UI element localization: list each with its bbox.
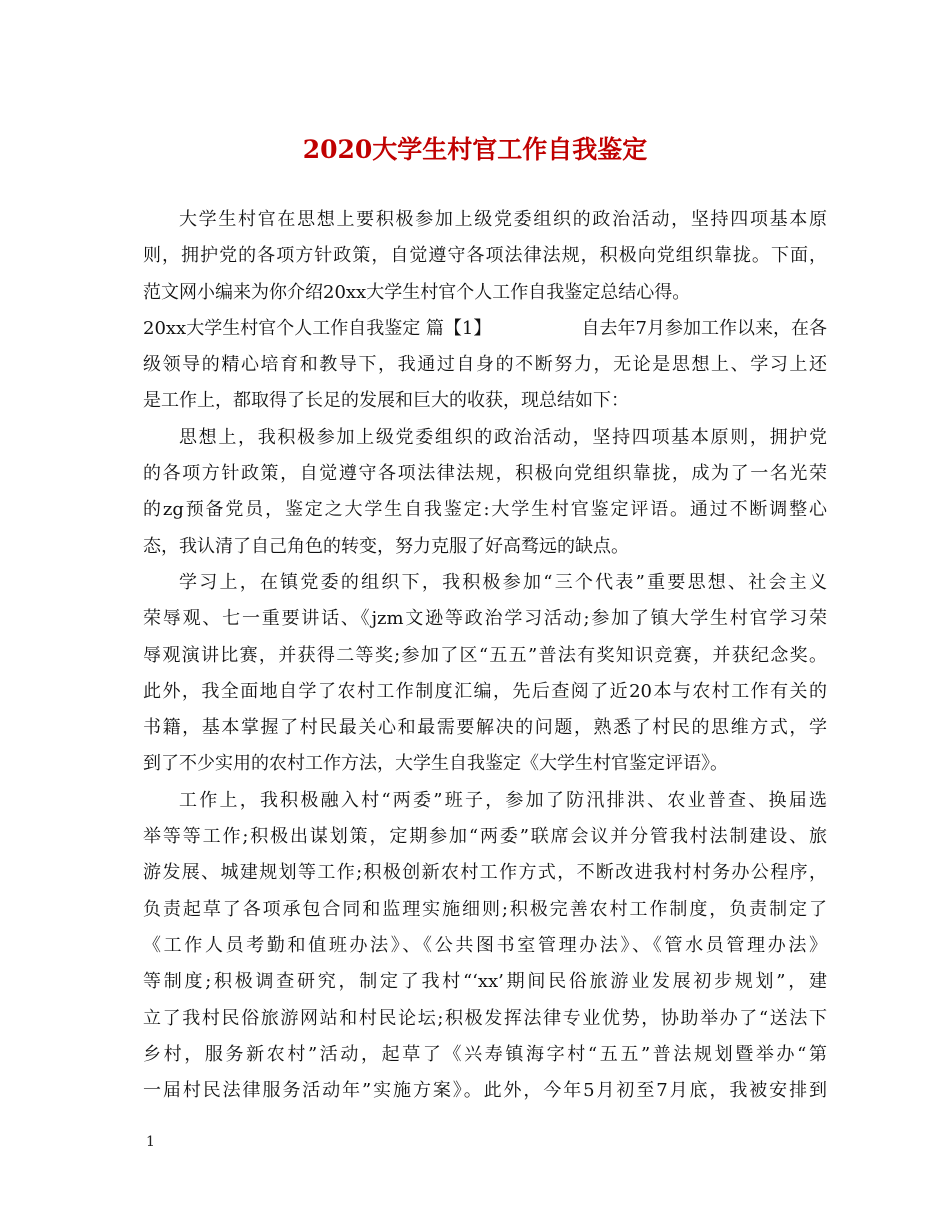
document-body: [143, 202, 827, 1109]
paragraph-start: 自去年7月参加工作以来，在各: [581, 317, 827, 339]
paragraph-line: 游发展、城建规划等工作;积极创新农村工作方式，不断改进我村村务办公程序，: [143, 862, 827, 884]
paragraph-line: 等制度;积极调查研究，制定了我村“‘xx’期间民俗旅游业发展初步规划”，建: [143, 971, 827, 993]
paragraph-line: 态，我认清了自己角色的转变，努力克服了好高骛远的缺点。: [143, 535, 629, 557]
paragraph-line: 乡村，服务新农村”活动，起草了《兴寿镇海字村“五五”普法规划暨举办“第: [143, 1043, 827, 1065]
section-heading: 20xx大学生村官个人工作自我鉴定 篇【1】: [143, 317, 492, 339]
paragraph-line: 是工作上，都取得了长足的发展和巨大的收获，现总结如下：: [143, 390, 629, 412]
document-title: 2020大学生村官工作自我鉴定: [302, 135, 648, 164]
paragraph-line: 的zg预备党员，鉴定之大学生自我鉴定:大学生村官鉴定评语。通过不断调整心: [143, 499, 827, 521]
paragraph-line: 负责起草了各项承包合同和监理实施细则;积极完善农村工作制度，负责制定了: [143, 898, 827, 920]
paragraph-line: 工作上，我积极融入村“两委”班子，参加了防汛排洪、农业普查、换届选: [179, 789, 827, 811]
paragraph-line: 则，拥护党的各项方针政策，自觉遵守各项法律法规，积极向党组织靠拢。下面，: [143, 245, 827, 267]
paragraph-line: 此外，我全面地自学了农村工作制度汇编，先后查阅了近20本与农村工作有关的: [143, 680, 827, 702]
paragraph-line: 范文网小编来为你介绍20xx大学生村官个人工作自我鉴定总结心得。: [143, 281, 691, 303]
paragraph-line: 学习上，在镇党委的组织下，我积极参加“三个代表”重要思想、社会主义: [179, 571, 827, 593]
paragraph-line: 书籍，基本掌握了村民最关心和最需要解决的问题，熟悉了村民的思维方式，学: [143, 717, 827, 739]
paragraph-line: 立了我村民俗旅游网站和村民论坛;积极发挥法律专业优势，协助举办了“送法下: [143, 1007, 827, 1029]
paragraph-line: 辱观演讲比赛，并获得二等奖;参加了区“五五”普法有奖知识竞赛，并获纪念奖。: [143, 644, 827, 666]
paragraph-line: 的各项方针政策，自觉遵守各项法律法规，积极向党组织靠拢，成为了一名光荣: [143, 463, 827, 485]
paragraph-line: 级领导的精心培育和教导下，我通过自身的不断努力，无论是思想上、学习上还: [143, 354, 827, 376]
paragraph-line: 举等等工作;积极出谋划策，定期参加“两委”联席会议并分管我村法制建设、旅: [143, 826, 827, 848]
paragraph-line: 到了不少实用的农村工作方法，大学生自我鉴定《大学生村官鉴定评语》。: [143, 753, 728, 775]
paragraph-line: 荣辱观、七一重要讲话、《jzm文逊等政治学习活动;参加了镇大学生村官学习荣: [143, 608, 827, 630]
paragraph-line: 一届村民法律服务活动年”实施方案》。此外，今年5月初至7月底，我被安排到: [143, 1080, 827, 1102]
paragraph-line: 大学生村官在思想上要积极参加上级党委组织的政治活动，坚持四项基本原: [179, 209, 827, 230]
section-heading-line: [143, 311, 827, 347]
page-number: 1: [146, 1134, 155, 1150]
paragraph-line: 思想上，我积极参加上级党委组织的政治活动，坚持四项基本原则，拥护党: [179, 426, 827, 448]
paragraph-line: 《工作人员考勤和值班办法》、《公共图书室管理办法》、《管水员管理办法》: [143, 934, 827, 956]
